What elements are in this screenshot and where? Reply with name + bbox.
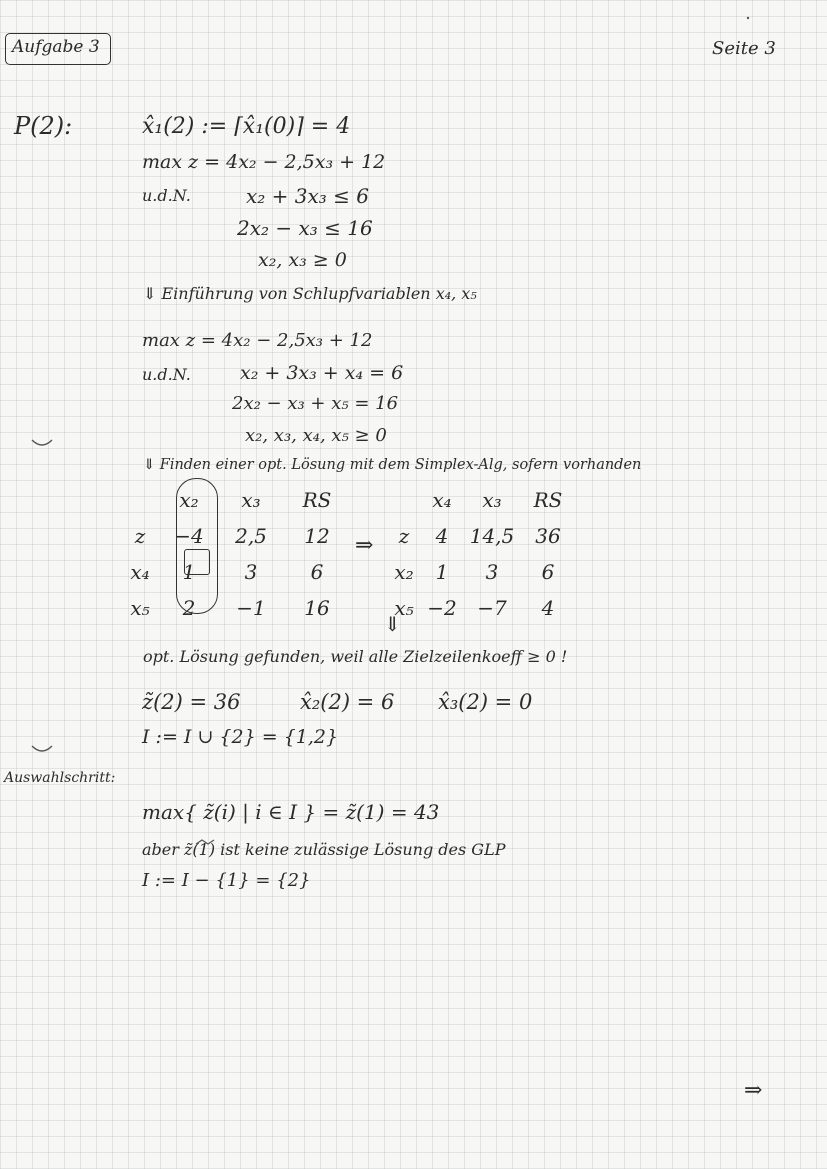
simplex-tableau-final	[388, 482, 576, 626]
constraint-1a: x₂ + 3x₃ ≤ 6	[246, 184, 369, 208]
selection-step-heading: Auswahlschritt:	[4, 770, 116, 786]
constraint-2a: x₂ + 3x₃ + x₄ = 6	[240, 362, 404, 384]
tableau-cell: 16	[304, 596, 330, 620]
tableau-cell: 14,5	[469, 524, 515, 548]
selection-max-line: max{ z̃(i) | i ∈ I } = z̃(1) = 43	[142, 800, 440, 824]
tableau-cell: 3	[244, 560, 258, 584]
tableau-row	[388, 518, 576, 554]
nonnegativity-2: x₂, x₃, x₄, x₅ ≥ 0	[245, 425, 387, 446]
objective-function-1: max z = 4x₂ − 2,5x₃ + 12	[142, 151, 386, 173]
margin-smile-mark	[32, 746, 52, 751]
tableau-row	[122, 518, 352, 554]
row-label: x₅	[394, 596, 414, 620]
index-set-update-2: I := I − {1} = {2}	[142, 870, 311, 891]
index-set-update-1: I := I ∪ {2} = {1,2}	[142, 726, 339, 748]
pivot-element-box	[184, 549, 210, 575]
step-slack-variables: ⇓ Einführung von Schlupfvariablen x₄, x₅	[143, 284, 477, 303]
tableau-cell: 2	[182, 596, 196, 620]
fixed-variable-line: x̂₁(2) := ⌈x̂₁(0)⌉ = 4	[142, 114, 351, 139]
tableau-cell: 3	[485, 560, 499, 584]
page-number: Seite 3	[712, 38, 776, 59]
ink-dot	[747, 17, 749, 19]
tableau-row	[122, 554, 352, 590]
x2-value: x̂₂(2) = 6	[300, 690, 395, 714]
tableau-row	[122, 590, 352, 626]
constraint-1b: 2x₂ − x₃ ≤ 16	[237, 216, 373, 240]
row-label: x₂	[394, 560, 414, 584]
task-label: Aufgabe 3	[12, 37, 100, 57]
row-label: x₅	[130, 596, 150, 620]
x3-value: x̂₃(2) = 0	[438, 690, 533, 714]
tableau-row	[388, 554, 576, 590]
pivot-column-oval	[176, 478, 218, 614]
tableau-header-row	[388, 482, 576, 518]
simplex-tableau-initial	[122, 482, 352, 626]
continue-arrow: ⇒	[744, 1078, 763, 1103]
tableau-header-cell: x₃	[241, 488, 261, 512]
row-label: z	[398, 524, 410, 548]
selection-note: aber z̃(1) ist keine zulässige Lösung des GLP	[142, 840, 506, 859]
objective-value: z̃(2) = 36	[142, 690, 241, 714]
tableau-cell: −1	[236, 596, 266, 620]
tableau-cell: 6	[541, 560, 555, 584]
optimal-solution-note: opt. Lösung gefunden, weil alle Zielzeilenkoeff ≥ 0 !	[143, 647, 568, 666]
tableau-cell: −7	[477, 596, 507, 620]
tableau-cell: 4	[541, 596, 555, 620]
tableau-header-cell: x₂	[179, 488, 199, 512]
down-arrow: ⇓	[384, 612, 401, 636]
pivot-element: 1	[182, 560, 196, 584]
tableau-cell: 6	[310, 560, 324, 584]
step-simplex: ⇓ Finden einer opt. Lösung mit dem Simplex-Alg, sofern vorhanden	[143, 457, 642, 473]
tableau-cell: 36	[535, 524, 561, 548]
tableau-cell: 1	[435, 560, 449, 584]
tableau-header-row	[122, 482, 352, 518]
nonnegativity-1: x₂, x₃ ≥ 0	[258, 249, 347, 271]
row-label: x₄	[130, 560, 150, 584]
objective-function-2: max z = 4x₂ − 2,5x₃ + 12	[142, 330, 373, 351]
tableau-cell: −2	[427, 596, 457, 620]
subject-to-label-2: u.d.N.	[142, 365, 191, 384]
margin-smile-mark	[32, 440, 52, 445]
tableau-cell: 4	[435, 524, 449, 548]
tableau-header-cell: RS	[533, 488, 563, 512]
tableau-cell: 2,5	[235, 524, 267, 548]
subject-to-label-1: u.d.N.	[142, 186, 191, 205]
tableau-header-cell: x₄	[432, 488, 452, 512]
row-label: z	[134, 524, 146, 548]
transition-arrow: ⇒	[355, 533, 374, 558]
tableau-header-cell: x₃	[482, 488, 502, 512]
tableau-row	[388, 590, 576, 626]
tableau-header-cell: RS	[302, 488, 332, 512]
constraint-2b: 2x₂ − x₃ + x₅ = 16	[232, 393, 399, 414]
tableau-cell: −4	[174, 524, 204, 548]
tableau-cell: 12	[304, 524, 330, 548]
problem-name: P(2):	[14, 112, 73, 140]
